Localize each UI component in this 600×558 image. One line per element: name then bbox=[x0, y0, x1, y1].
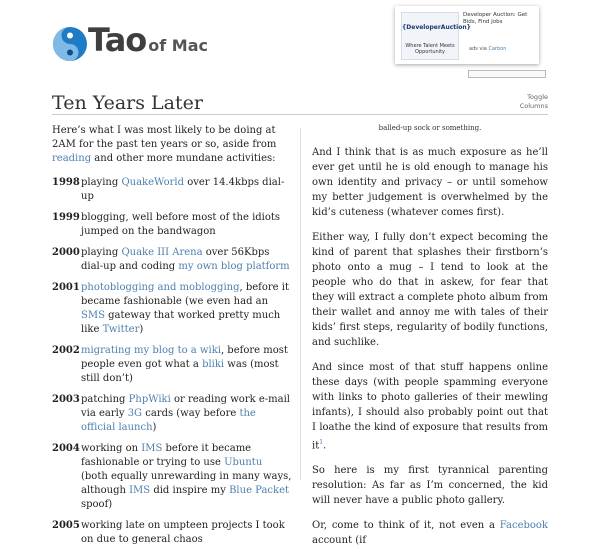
timeline-list bbox=[52, 176, 292, 547]
inline-link[interactable]: migrating my blog to a wiki bbox=[81, 345, 221, 356]
carbon-link[interactable]: Carbon bbox=[488, 46, 507, 52]
timeline-year: 2003 bbox=[52, 394, 80, 405]
article-paragraph: Either way, I fully don’t expect becoming the kind of parent that splashes their firstborn’s photo onto a mug – I tend to look at the people who do that in askew, for fear that they will extract a complete photo album from their wallet and annoy me with tales of their kids’ first steps, regularity of bodily functions, and suchlike. bbox=[312, 232, 548, 348]
inline-link[interactable]: QuakeWorld bbox=[121, 177, 185, 188]
timeline-text: patching PhpWiki or reading work e-mail via early 3G cards (way before the official launch) bbox=[81, 394, 290, 433]
timeline-text: migrating my blog to a wiki, before most people even got what a bliki was (most still don’t) bbox=[81, 345, 288, 384]
timeline-entry bbox=[52, 176, 292, 204]
timeline-year: 2004 bbox=[52, 443, 80, 454]
timeline-year: 1999 bbox=[52, 212, 80, 223]
article-paragraph: Or, come to think of it, not even a Facebook account (if bbox=[312, 520, 548, 547]
timeline-text: playing Quake III Arena over 56Kbps dial-up and coding my own blog platform bbox=[81, 247, 290, 272]
timeline-text: blogging, well before most of the idiots jumped on the bandwagon bbox=[81, 212, 281, 237]
left-column bbox=[52, 124, 292, 554]
timeline-text: working late on umpteen projects I took on due to general chaos bbox=[81, 520, 285, 545]
article-body bbox=[312, 145, 548, 548]
photo-caption: balled-up sock or something. bbox=[378, 124, 482, 132]
timeline-entry bbox=[52, 393, 292, 435]
inline-link[interactable]: reading bbox=[52, 153, 92, 164]
ad-via: ads via Carbon bbox=[469, 46, 507, 52]
inline-link[interactable]: Ubuntu bbox=[224, 457, 263, 468]
inline-link[interactable]: my own blog platform bbox=[178, 261, 290, 272]
inline-link[interactable]: IMS bbox=[129, 485, 151, 496]
logo-main-text: Tao bbox=[88, 21, 147, 59]
timeline-year: 2001 bbox=[52, 282, 80, 293]
inline-link[interactable]: Quake III Arena bbox=[121, 247, 203, 258]
footnote-ref[interactable]: 1 bbox=[319, 439, 324, 446]
timeline-entry bbox=[52, 246, 292, 274]
inline-link[interactable]: bliki bbox=[202, 359, 225, 370]
inline-link[interactable]: photoblogging and moblogging bbox=[81, 282, 240, 293]
search-input[interactable] bbox=[468, 70, 546, 78]
logo-wordmark bbox=[88, 21, 208, 59]
timeline-entry bbox=[52, 211, 292, 239]
ad-tagline: Where Talent Meets Opportunity bbox=[405, 43, 455, 55]
page-title: Ten Years Later bbox=[52, 92, 203, 114]
ad-image[interactable] bbox=[401, 12, 471, 60]
inline-link[interactable]: Facebook bbox=[499, 520, 548, 532]
inline-link[interactable]: IMS bbox=[141, 443, 163, 454]
title-divider bbox=[52, 114, 548, 115]
timeline-entry bbox=[52, 519, 292, 547]
timeline-year: 2002 bbox=[52, 345, 80, 356]
article-paragraph: And since most of that stuff happens online these days (with people spamming everyone with links to photo galleries of their mewling infants), I should also probably point out that I loathe the kind of exposure that results from $it^1$. bbox=[312, 362, 548, 452]
timeline-year: 2005 bbox=[52, 520, 80, 531]
ad-brand: {DeveloperAuction} bbox=[402, 24, 471, 31]
logo-sub-text: of Mac bbox=[148, 36, 209, 55]
timeline-entry bbox=[52, 344, 292, 386]
ad-headline[interactable]: Developer Auction: Get Bids, Find Jobs bbox=[463, 12, 528, 25]
timeline-text: playing QuakeWorld over 14.4kbps dial-up bbox=[81, 177, 285, 202]
inline-link[interactable]: Blue Packet bbox=[229, 485, 289, 496]
carbon-ad[interactable] bbox=[395, 6, 539, 64]
toggle-columns-link[interactable]: Toggle Columns bbox=[519, 93, 548, 110]
inline-link[interactable]: Twitter bbox=[102, 324, 140, 335]
article-paragraph: And I think that is as much exposure as he’ll ever get until he is old enough to manage his own identity and privacy – or until somehow my better judgement is overwhelmed by the kid’s cuteness (whatever comes first). bbox=[312, 147, 548, 218]
inline-link[interactable]: SMS bbox=[81, 310, 105, 321]
intro-paragraph: Here’s what I was most likely to be doing at 2AM for the past ten years or so, aside from reading and other more mundane activities: bbox=[52, 125, 277, 164]
yin-yang-logo-icon bbox=[52, 26, 88, 62]
right-column bbox=[312, 124, 548, 558]
timeline-entry bbox=[52, 281, 292, 337]
inline-link[interactable]: 3G bbox=[127, 408, 143, 419]
inline-link[interactable]: the official launch bbox=[81, 408, 256, 433]
article-paragraph: So here is my first tyrannical parenting resolution: As far as I’m concerned, the kid will never have a public photo gallery. bbox=[312, 465, 548, 507]
timeline-entry bbox=[52, 442, 292, 512]
inline-link[interactable]: PhpWiki bbox=[128, 394, 171, 405]
column-divider bbox=[300, 128, 301, 480]
timeline-year: 2000 bbox=[52, 247, 80, 258]
timeline-year: 1998 bbox=[52, 177, 80, 188]
timeline-text: working on IMS before it became fashionable or trying to use Ubuntu (both equally unrewarding in many ways, although IMS did inspire my Blue Packet spoof) bbox=[81, 443, 292, 510]
timeline-text: photoblogging and moblogging, before it became fashionable (we even had an SMS gateway that worked pretty much like Twitter) bbox=[81, 282, 289, 335]
